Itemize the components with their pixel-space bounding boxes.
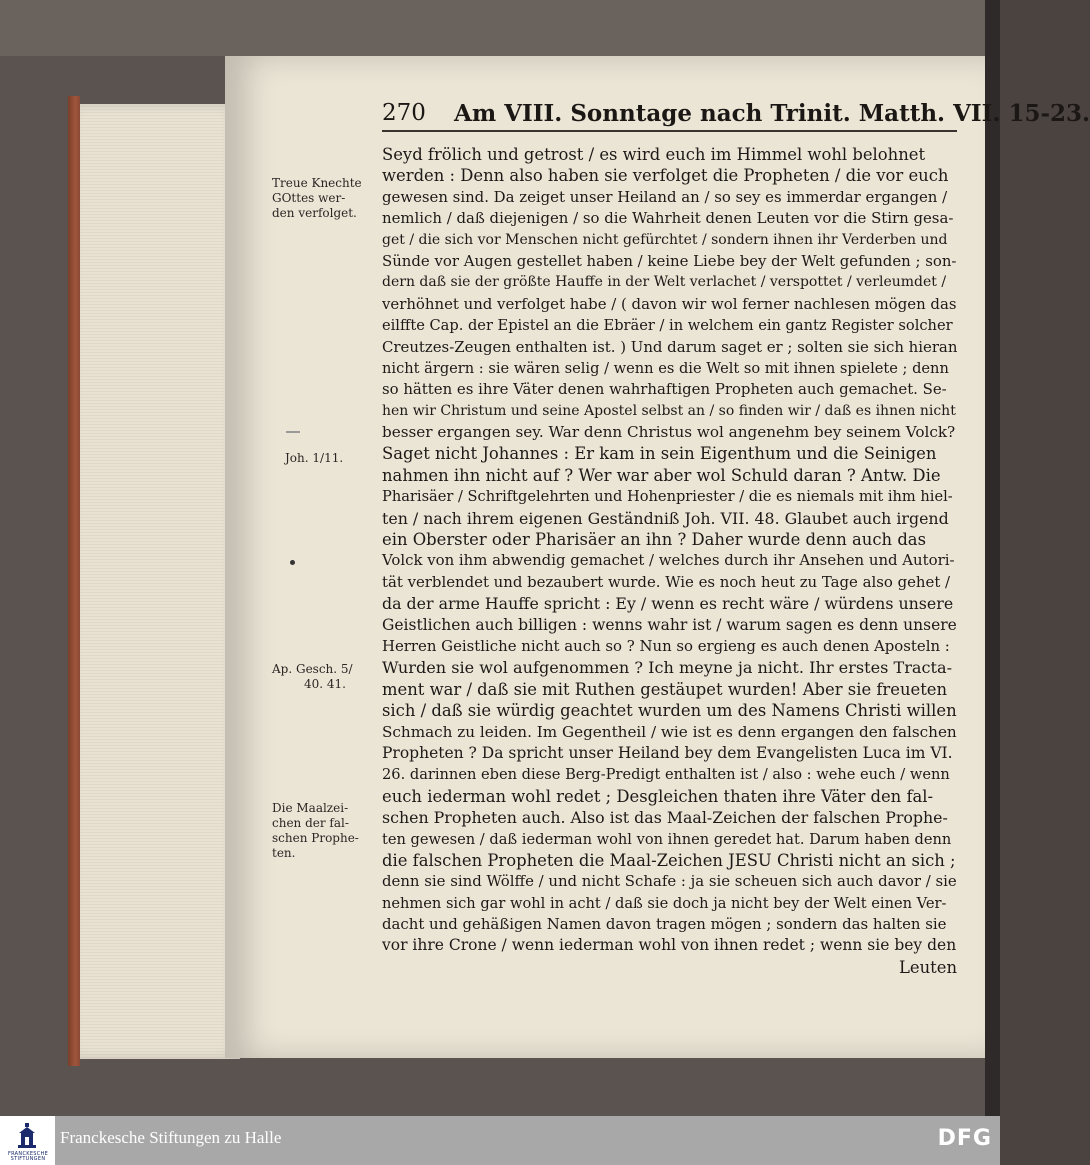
book-cover-edge [68, 96, 80, 1066]
margin-note-line: Treue Knechte [272, 176, 362, 190]
text-line: so hätten es ihre Väter denen wahrhaftigen Propheten auch gemachet. Se- [382, 380, 947, 399]
header-rule [382, 130, 957, 132]
text-line: dern daß sie der größte Hauffe in der Welt verlachet / verspottet / verleumdet / [382, 274, 947, 291]
text-line: 26. darinnen eben diese Berg-Predigt enthalten ist / also : wehe euch / wenn [382, 766, 950, 784]
text-line: da der arme Hauffe spricht : Ey / wenn es recht wäre / würdens unsere [382, 594, 954, 614]
text-line: werden : Denn also haben sie verfolget die Propheten / die vor euch [382, 166, 949, 186]
margin-note-joh [285, 451, 343, 466]
text-line: ein Oberster oder Pharisäer an ihn ? Daher wurde denn auch das [382, 530, 926, 550]
text-line: Propheten ? Da spricht unser Heiland bey dem Evangelisten Luca im VI. [382, 743, 953, 762]
text-line: Pharisäer / Schriftgelehrten und Hohenpriester / die es niemals mit ihm hiel- [382, 488, 953, 506]
background-top [0, 0, 1000, 56]
running-title: Am VIII. Sonntage nach Trinit. Matth. VII. 15-23. [454, 100, 1090, 127]
text-line: Sünde vor Augen gestellet haben / keine Liebe bey der Welt gefunden ; son- [382, 251, 957, 270]
margin-note-line: GOttes wer- [272, 191, 346, 205]
text-line: Creutzes-Zeugen enthalten ist. ) Und darum saget er ; solten sie sich hieran [382, 337, 958, 356]
viewer-footer [0, 1116, 1000, 1165]
text-line: eilffte Cap. der Epistel an die Ebräer / in welchem ein gantz Register solcher [382, 317, 953, 335]
logo-text: FRANCKESCHE STIFTUNGEN [7, 1151, 49, 1162]
margin-note-line: Ap. Gesch. 5/ [272, 662, 353, 676]
margin-note-line: den verfolget. [272, 206, 357, 220]
emblem-icon [17, 1123, 37, 1149]
text-line: ten gewesen / daß iederman wohl von ihnen geredet hat. Darum haben denn [382, 830, 952, 848]
text-line: gewesen sind. Da zeiget unser Heiland an / so sey es immerdar ergangen / [382, 187, 948, 206]
margin-note-line: Die Maalzei- [272, 801, 349, 815]
text-line: schen Propheten auch. Also ist das Maal-Zeichen der falschen Prophe- [382, 808, 948, 828]
page-header [382, 100, 1090, 140]
margin-note-line: 40. 41. [304, 677, 346, 691]
margin-note-line: ten. [272, 846, 296, 860]
text-line: sich / daß sie würdig geachtet wurden um des Namens Christi willen [382, 701, 957, 721]
franckesche-stiftungen-logo[interactable] [0, 1116, 55, 1165]
dfg-logo[interactable]: DFG [937, 1126, 992, 1151]
text-line: Saget nicht Johannes : Er kam in sein Eigenthum und die Seinigen [382, 444, 937, 464]
margin-dot [290, 560, 295, 565]
institution-name[interactable]: Franckesche Stiftungen zu Halle [60, 1128, 282, 1147]
main-text [382, 144, 957, 978]
text-line: nehmen sich gar wohl in acht / daß sie doch ja nicht bey der Welt einen Ver- [382, 894, 947, 912]
text-line: verhöhnet und verfolget habe / ( davon wir wol ferner nachlesen mögen das [382, 294, 957, 313]
page-stack-edge [80, 104, 240, 1059]
text-line: get / die sich vor Menschen nicht gefürchtet / sondern ihnen ihr Verderben und [382, 231, 948, 248]
text-line: ten / nach ihrem eigenen Geständniß Joh. VII. 48. Glaubet auch irgend [382, 508, 949, 528]
text-line: Herren Geistliche nicht auch so ? Nun so ergieng es auch denen Aposteln : [382, 636, 950, 655]
text-line: hen wir Christum und seine Apostel selbst an / so finden wir / daß es ihnen nicht [382, 402, 956, 419]
text-line: besser ergangen sey. War denn Christus wol angenehm bey seinem Volck? [382, 423, 956, 442]
text-line: nicht ärgern : sie wären selig / wenn es die Welt so mit ihnen spielete ; denn [382, 359, 949, 377]
text-line: tät verblendet und bezaubert wurde. Wie es noch heut zu Tage also gehet / [382, 572, 951, 591]
page-number: 270 [382, 100, 426, 126]
margin-note-line: chen der fal- [272, 816, 349, 830]
text-line: Schmach zu leiden. Im Gegentheil / wie ist es denn ergangen den falschen [382, 722, 957, 741]
text-line: ment war / daß sie mit Ruthen gestäupet wurden! Aber sie freueten [382, 679, 948, 699]
text-line: euch iederman wohl redet ; Desgleichen thaten ihre Väter den fal- [382, 786, 934, 806]
text-line: vor ihre Crone / wenn iederman wohl von ihnen redet ; wenn sie bey den [382, 936, 957, 955]
margin-note-line: Joh. 1/11. [285, 451, 344, 465]
margin-mark [286, 431, 300, 433]
background-right [985, 0, 1000, 1116]
text-line: dacht und gehäßigen Namen davon tragen mögen ; sondern das halten sie [382, 915, 947, 934]
text-line: Leuten [899, 957, 957, 977]
text-line: Volck von ihm abwendig gemachet / welches durch ihr Ansehen und Autori- [382, 551, 955, 570]
text-line: nemlich / daß diejenigen / so die Wahrheit denen Leuten vor die Stirn gesa- [382, 209, 954, 228]
margin-note-ap-gesch [272, 662, 353, 692]
text-line: Wurden sie wol aufgenommen ? Ich meyne ja nicht. Ihr erstes Tracta- [382, 658, 953, 678]
text-line: Seyd frölich und getrost / es wird euch im Himmel wohl belohnet [382, 145, 926, 164]
text-line: die falschen Propheten die Maal-Zeichen JESU Christi nicht an sich ; [382, 850, 956, 870]
margin-note-treue-knechte [272, 176, 362, 221]
text-line: Geistlichen auch billigen : wenns wahr ist / warum sagen es denn unsere [382, 615, 957, 634]
text-line: denn sie sind Wölffe / und nicht Schafe : ja sie scheuen sich auch davor / sie [382, 872, 957, 891]
text-line: nahmen ihn nicht auf ? Wer war aber wol Schuld daran ? Antw. Die [382, 465, 941, 485]
margin-note-line: schen Prophe- [272, 831, 359, 845]
margin-note-maalzeichen [272, 801, 359, 861]
